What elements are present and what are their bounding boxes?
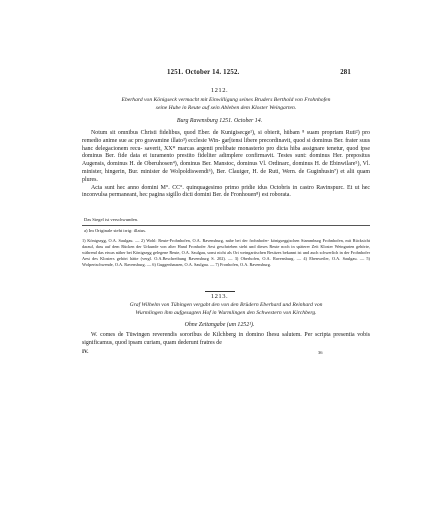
body-paragraph: W. comes de Tüwingen reverendis sororibus de Kilchberg in domino Ihesu salutem. Per scripta presentia vobis significamus, quod ipsam curiam, quam dederunt fratres de [82, 332, 370, 346]
document-number: 1213. [210, 293, 229, 300]
page-number: 281 [340, 69, 351, 76]
body-paragraph: Acta sunt hec anno domini M°. CC°. quinquagesimo primo pridie idus Octobris in castro Ravinspurc. Et ut hec inconvulsa permaneant, hec pagina sigillo dicti domini Ber. de Fronhouen⁸) est roborata. [82, 184, 370, 199]
document-number: 1212. [210, 87, 229, 94]
footnote-rule [82, 225, 370, 226]
body-paragraph: Notum sit omnibus Christi fidelibus, quod Eber. de Kunigisecge¹), si obierit, hübam ⁸ suam propriam Ruti²) pro remedio anime sue ac pro gravamine illato³) ecclesie Win- gar[tensi libere precordinavit, quod si dominus Ber. frater suus hanc delegacionem recu- saverit, XX* marcas argenti prelibate monasterio pro dicta hiba assignare tenetur, quod ipse dominus Ber. fide data et iuramento prestito fideliter adimplere confirmavit. Testes sunt: dominus Her. prepositus Augensis, dominus H. de Oberuhosen⁴), dominus Ber. Manstoc, dominus Vl. Ordinarc, dominus H. de Ebinwilare⁵), Vl. minister, hingerin, Bur. minister de Wolpoldiswendi⁶), Ber. Clauiger, H. de Ruti, Wern. de Guginhusin⁷) et alii quam plures. [82, 130, 370, 183]
seal-note: Das Siegel ist verschwunden. [84, 217, 139, 222]
document-summary [82, 97, 370, 112]
summary-line: Eberhard von Königseck vermacht mit Einwilligung seines Bruders Berthold von Frohnhofen [121, 97, 331, 103]
document-body [82, 130, 370, 200]
running-head-title: 1251. October 14. 1252. [167, 69, 240, 76]
summary-line: Wurmlingen ihm aufgesagten Hof in Wurmlingen den Schwestern von Kirchberg. [135, 309, 317, 316]
folio-mark: 36 [318, 350, 323, 355]
signature-mark: IV. [82, 349, 89, 355]
summary-line: Graf Wilhelm von Tübingen vergabt den von den Brüdern Eberhard und Reinhard von [129, 302, 323, 308]
footnotes: 1) Königsegg, O.A. Saulgau. — 2) Wohl: Reute-Frohnhofen, O.A. Ravensburg, nahe bei der frohnhofer- königseggischen Stammburg Frohnhofen, mit Rücksicht darauf, dass auf dem Rücken der Urkunde von alter Hand Fronhofer Aest geschrieben steht und dieses Reute noch in späterer Zeit Kloster Weingarten gehörte, während das etwas näher bei Königsegg gelegene Reute, O.A. Saulgau, sonst nicht als Ort weingartischen Besitzes bekannt ist und auch schwerlich in der Frohnhofer Aest des Klosters gehört hätte (vergl. O.A.Beschreibung Ravensburg S. 202). — 3) Oberhofen, O.A. Ravensburg. — 4) Ebenweiler, O.A. Saulgau. — 5) Wolpertschwende, O.A. Ravensburg. — 6) Guggenhausen, O.A. Saulgau. — 7) Fronhofen, O.A. Ravensburg. [82, 238, 370, 267]
document-body [82, 332, 370, 348]
section-divider [205, 291, 235, 292]
place-date: Ohne Zeitangabe (um 1252¹). [184, 322, 255, 328]
document-summary [82, 302, 370, 317]
summary-line: seine Hube in Reute auf sein Ableben dem Kloster Weingarten. [155, 104, 297, 111]
footnote-a: a) Im Originale steht irrig: illatus. [84, 228, 146, 233]
place-date: Burg Ravensburg 1251. October 14. [176, 118, 263, 124]
